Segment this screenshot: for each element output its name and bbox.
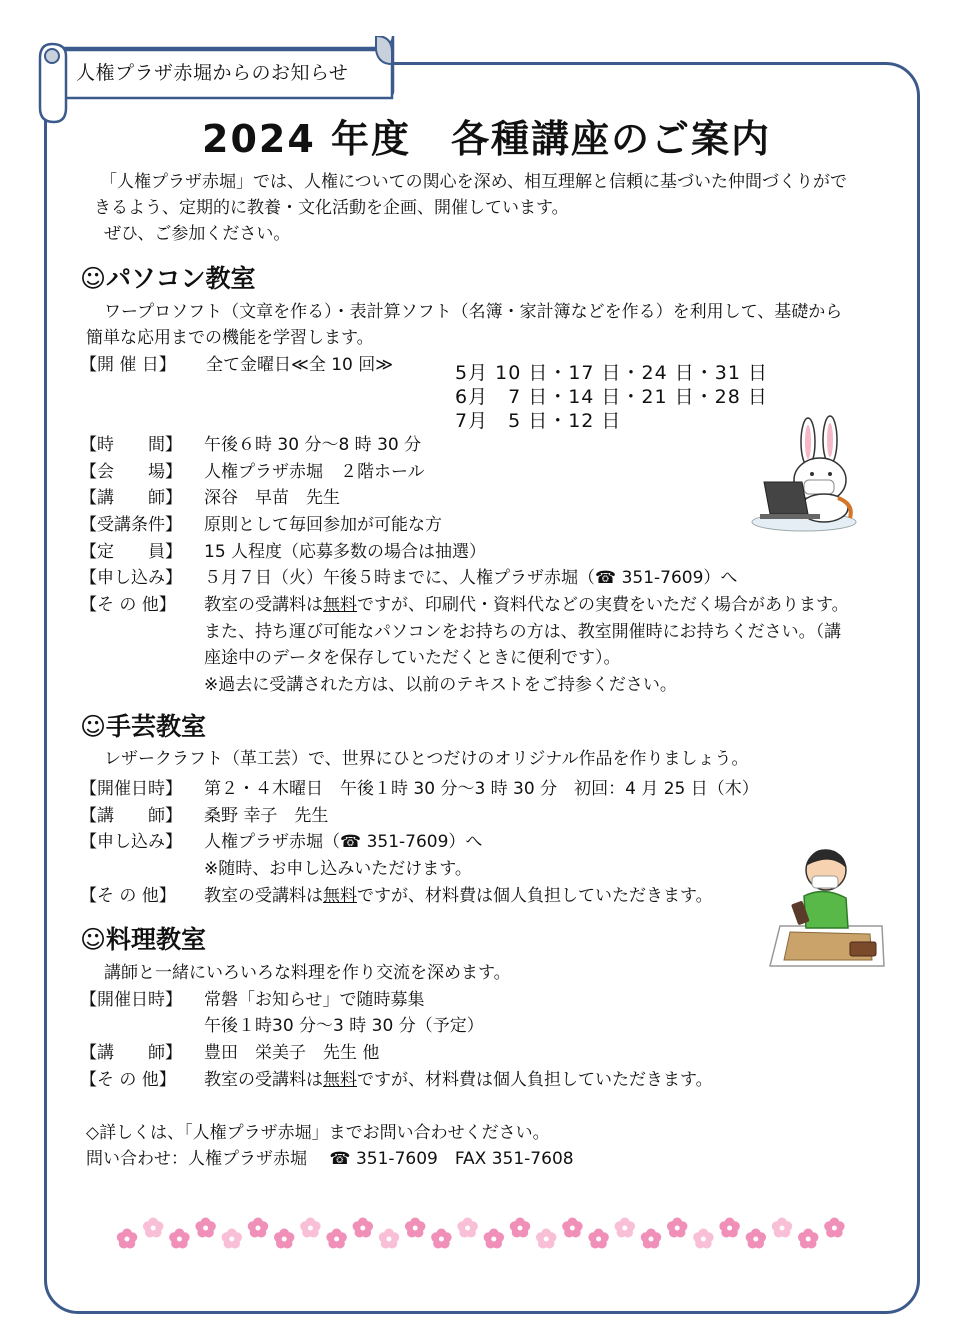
craft-date-label: 【開催日時】 (80, 779, 182, 799)
banner-text: 人権プラザ赤堀からのお知らせ (76, 62, 349, 84)
page-title: 2024 年度 各種講座のご案内 (202, 117, 771, 161)
intro-line-2: きるよう、定期的に教養・文化活動を企画、開催しています。 (94, 198, 569, 218)
cook-time-value: 午後１時30 分～3 時 30 分（予定） (204, 1016, 484, 1036)
flower-border-decoration (115, 1212, 845, 1256)
flower-icon (431, 1229, 451, 1249)
pc-dates-july: 7月 5 日・12 日 (455, 410, 622, 432)
flower-icon (169, 1229, 189, 1249)
cook-other-value: 教室の受講料は無料ですが、材料費は個人負担していただきます。 (204, 1070, 713, 1090)
pc-instructor-value: 深谷 早苗 先生 (204, 488, 340, 508)
pc-dates-june: 6月 7 日・14 日・21 日・28 日 (455, 386, 768, 408)
rabbit-laptop-illustration (742, 412, 862, 534)
flower-icon (353, 1218, 373, 1238)
cook-date-label: 【開催日時】 (80, 990, 182, 1010)
pc-desc-1: ワープロソフト（文章を作る）・表計算ソフト（名簿・家計簿などを作る）を利用して、基礎から (104, 302, 843, 322)
flower-icon (222, 1229, 242, 1249)
craft-apply-label: 【申し込み】 (80, 832, 182, 852)
pc-capacity-label: 【定 員】 (80, 542, 182, 562)
flower-icon (117, 1229, 137, 1249)
pc-condition-value: 原則として毎回参加が可能な方 (204, 515, 442, 535)
flower-icon (484, 1229, 504, 1249)
pc-free-text: 無料 (323, 595, 357, 615)
cook-instructor-value: 豊田 栄美子 先生 他 (204, 1043, 380, 1063)
pc-instructor-label: 【講 師】 (80, 488, 182, 508)
craft-note: ※随時、お申し込みいただけます。 (204, 859, 472, 879)
flower-icon (510, 1218, 530, 1238)
pc-venue-value: 人権プラザ赤堀 ２階ホール (204, 462, 425, 482)
pc-desc-2: 簡単な応用までの機能を学習します。 (86, 328, 374, 348)
pc-time-value: 午後６時 30 分～8 時 30 分 (204, 435, 422, 455)
cook-free-text: 無料 (323, 1070, 357, 1090)
flower-icon (248, 1218, 268, 1238)
pc-other-line-2: また、持ち運び可能なパソコンをお持ちの方は、教室開催時にお持ちください。（講 (204, 622, 842, 642)
craft-instructor-label: 【講 師】 (80, 806, 182, 826)
pc-condition-label: 【受講条件】 (80, 515, 182, 535)
footer-line-2: 問い合わせ：人権プラザ赤堀 ☎ 351-7609 FAX 351-7608 (86, 1149, 574, 1169)
pc-other-line-4: ※過去に受講された方は、以前のテキストをご持参ください。 (204, 675, 677, 695)
flower-icon (326, 1229, 346, 1249)
cook-other-label: 【そ の 他】 (80, 1070, 176, 1090)
pc-heading: ☺パソコン教室 (80, 264, 256, 293)
craft-heading: ☺手芸教室 (80, 712, 207, 741)
flower-icon (693, 1229, 713, 1249)
flower-icon (798, 1229, 818, 1249)
flower-icon (195, 1218, 215, 1238)
craft-desc: レザークラフト（革工芸）で、世界にひとつだけのオリジナル作品を作りましょう。 (104, 749, 749, 769)
pc-venue-label: 【会 場】 (80, 462, 182, 482)
pc-schedule-value: 全て金曜日≪全 10 回≫ (206, 355, 394, 375)
pc-apply-value: ５月７日（火）午後５時までに、人権プラザ赤堀（☎ 351-7609）へ (204, 568, 738, 588)
flower-icon (615, 1218, 635, 1238)
pc-other-line-1: 教室の受講料は無料ですが、印刷代・資料代などの実費をいただく場合があります。 (204, 595, 849, 615)
pc-other-line-3: 座途中のデータを保存していただくときに便利です）。 (204, 648, 621, 668)
craft-apply-value: 人権プラザ赤堀（☎ 351-7609）へ (204, 832, 483, 852)
flower-icon (719, 1218, 739, 1238)
pc-schedule-label: 【開 催 日】 (80, 355, 176, 375)
craft-other-value: 教室の受講料は無料ですが、材料費は個人負担していただきます。 (204, 886, 713, 906)
pc-other-label: 【そ の 他】 (80, 595, 176, 615)
flower-icon (536, 1229, 556, 1249)
flower-icon (457, 1218, 477, 1238)
pc-time-label: 【時 間】 (80, 435, 182, 455)
flower-icon (143, 1218, 163, 1238)
flower-icon (300, 1218, 320, 1238)
flower-icon (772, 1218, 792, 1238)
flower-icon (405, 1218, 425, 1238)
cook-desc: 講師と一緒にいろいろな料理を作り交流を深めます。 (104, 963, 511, 983)
flower-icon (746, 1229, 766, 1249)
flower-icon (824, 1218, 844, 1238)
pc-dates-may: 5月 10 日・17 日・24 日・31 日 (455, 362, 768, 384)
craft-free-text: 無料 (323, 886, 357, 906)
intro-line-3: ぜひ、ご参加ください。 (104, 224, 291, 244)
flower-icon (379, 1229, 399, 1249)
flower-icon (274, 1229, 294, 1249)
craft-other-label: 【そ の 他】 (80, 886, 176, 906)
flower-icon (562, 1218, 582, 1238)
flower-icon (588, 1229, 608, 1249)
cook-instructor-label: 【講 師】 (80, 1043, 182, 1063)
cook-heading: ☺料理教室 (80, 925, 207, 954)
pc-capacity-value: 15 人程度（応募多数の場合は抽選） (204, 542, 487, 562)
craft-date-value: 第２・４木曜日 午後１時 30 分～3 時 30 分 初回：4 月 25 日（木） (204, 779, 759, 799)
craft-instructor-value: 桑野 幸子 先生 (204, 806, 329, 826)
flower-icon (641, 1229, 661, 1249)
leathercraft-illustration (766, 842, 886, 972)
cook-date-value: 常磐「お知らせ」で随時募集 (204, 990, 425, 1010)
pc-apply-label: 【申し込み】 (80, 568, 182, 588)
footer-line-1: ◇詳しくは、「人権プラザ赤堀」までお問い合わせください。 (86, 1123, 550, 1143)
flower-icon (667, 1218, 687, 1238)
intro-line-1: 「人権プラザ赤堀」では、人権についての関心を深め、相互理解と信頼に基づいた仲間づくりがで (100, 172, 847, 192)
